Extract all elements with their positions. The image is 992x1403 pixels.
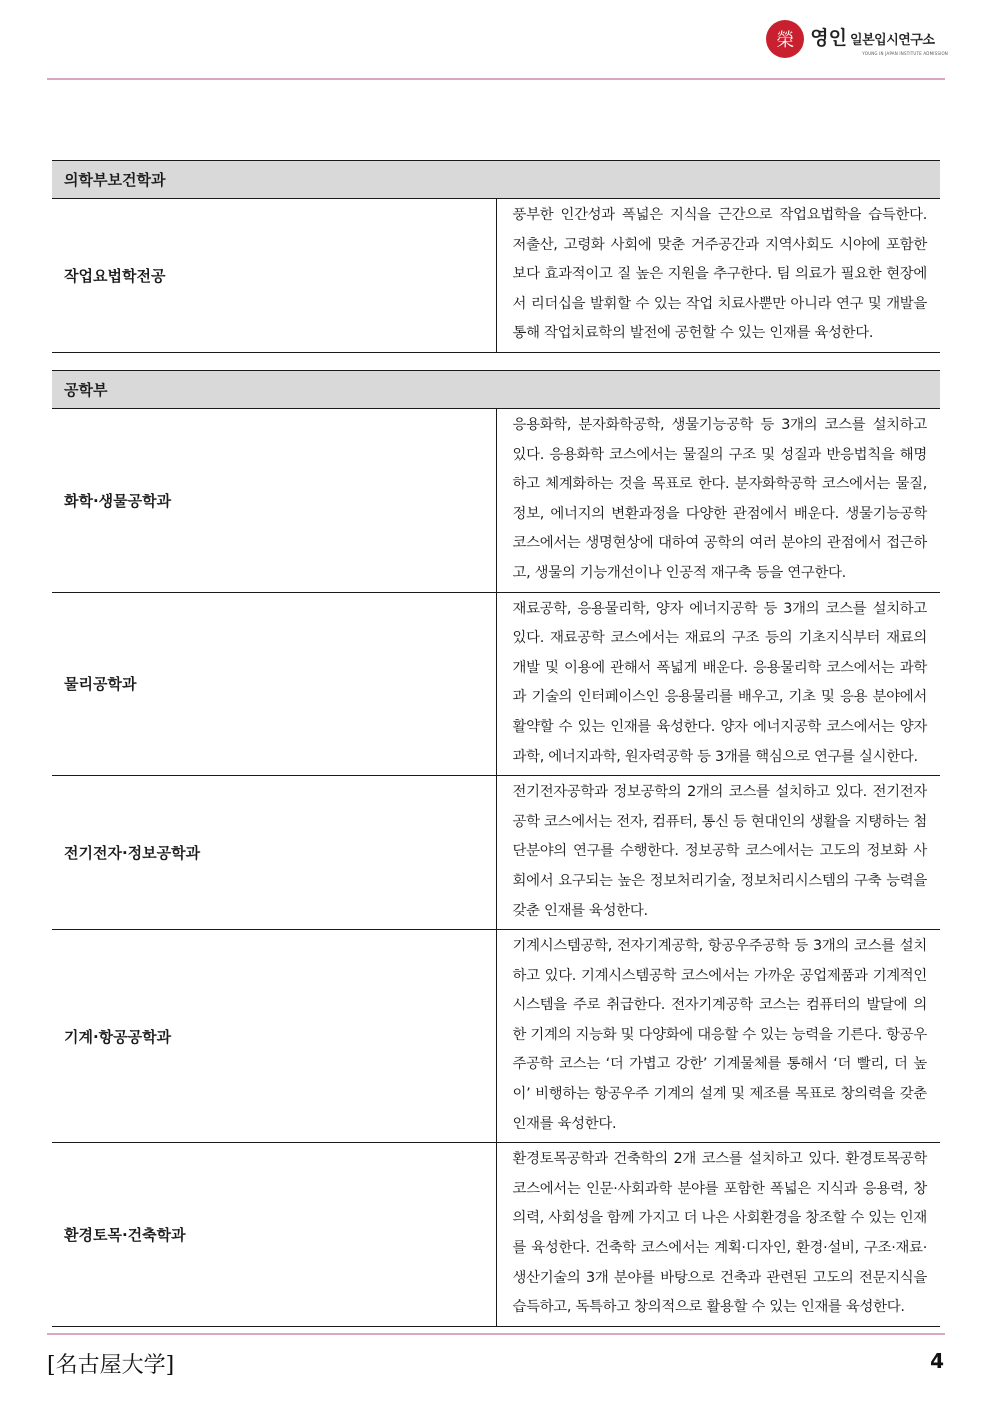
institute-logo xyxy=(766,20,948,58)
logo-text xyxy=(810,23,948,56)
section-title: 공학부 xyxy=(52,371,940,409)
department-table-medicine xyxy=(52,160,940,353)
footer-divider xyxy=(47,1333,945,1335)
program-description: 기계시스템공학, 전자기계공학, 항공우주공학 등 3개의 코스를 설치하고 있다. 기계시스템공학 코스에서는 가까운 공업제품과 기계적인 시스템을 주로 취급한다. 전자기계공학 코스는 컴퓨터의 발달에 의한 기계의 지능화 및 다양화에 대응할 수 있는 능력을 기른다. 항공우주공학 코스는 ‘더 가볍고 강한’ 기계물체를 통해서 ‘더 빨리, 더 높이’ 비행하는 항공우주 기계의 설계 및 제조를 목표로 창의력을 갖춘 인재를 육성한다. xyxy=(496,930,940,1143)
logo-mark-icon: 榮 xyxy=(766,20,804,58)
program-name: 물리공학과 xyxy=(52,592,496,776)
program-description: 풍부한 인간성과 폭넓은 지식을 근간으로 작업요법학을 습득한다. 저출산, 고령화 사회에 맞춘 거주공간과 지역사회도 시야에 포함한 보다 효과적이고 질 높은 지원을 추구한다. 팀 의료가 필요한 현장에서 리더십을 발휘할 수 있는 작업 치료사뿐만 아니라 연구 및 개발을 통해 작업치료학의 발전에 공헌할 수 있는 인재를 육성한다. xyxy=(496,199,940,353)
table-row xyxy=(52,409,940,593)
table-row xyxy=(52,1143,940,1327)
university-name: [名古屋大学] xyxy=(47,1353,175,1378)
department-table-engineering xyxy=(52,370,940,1327)
table-row xyxy=(52,930,940,1143)
program-description: 환경토목공학과 건축학의 2개 코스를 설치하고 있다. 환경토목공학 코스에서는 인문·사회과학 분야를 포함한 폭넓은 지식과 응용력, 창의력, 사회성을 함께 가지고 더 나은 사회환경을 창조할 수 있는 인재를 육성한다. 건축학 코스에서는 계획·디자인, 환경·설비, 구조·재료·생산기술의 3개 분야를 바탕으로 건축과 관련된 고도의 전문지식을 습득하고, 독특하고 창의적으로 활용할 수 있는 인재를 육성한다. xyxy=(496,1143,940,1327)
program-name: 작업요법학전공 xyxy=(52,199,496,353)
program-description: 전기전자공학과 정보공학의 2개의 코스를 설치하고 있다. 전기전자공학 코스에서는 전자, 컴퓨터, 통신 등 현대인의 생활을 지탱하는 첨단분야의 연구를 수행한다. 정보공학 코스에서는 고도의 정보화 사회에서 요구되는 높은 정보처리기술, 정보처리시스템의 구축 능력을 갖춘 인재를 육성한다. xyxy=(496,776,940,930)
logo-english: YOUNG IN JAPAN INSTITUTE ADMISSION xyxy=(862,50,948,56)
program-name: 환경토목·건축학과 xyxy=(52,1143,496,1327)
header-divider xyxy=(47,78,945,80)
program-description: 응용화학, 분자화학공학, 생물기능공학 등 3개의 코스를 설치하고 있다. 응용화학 코스에서는 물질의 구조 및 성질과 반응법칙을 해명하고 체계화하는 것을 목표로 한다. 분자화학공학 코스에서는 물질, 정보, 에너지의 변환과정을 다양한 관점에서 배운다. 생물기능공학 코스에서는 생명현상에 대하여 공학의 여러 분야의 관점에서 접근하고, 생물의 기능개선이나 인공적 재구축 등을 연구한다. xyxy=(496,409,940,593)
section-title: 의학부보건학과 xyxy=(52,161,940,199)
program-name: 기계·항공공학과 xyxy=(52,930,496,1143)
page-header xyxy=(0,0,992,80)
program-description: 재료공학, 응용물리학, 양자 에너지공학 등 3개의 코스를 설치하고 있다. 재료공학 코스에서는 재료의 구조 등의 기초지식부터 재료의 개발 및 이용에 관해서 폭넓게 배운다. 응용물리학 코스에서는 과학과 기술의 인터페이스인 응용물리를 배우고, 기초 및 응용 분야에서 활약할 수 있는 인재를 육성한다. 양자 에너지공학 코스에서는 양자과학, 에너지과학, 원자력공학 등 3개를 핵심으로 연구를 실시한다. xyxy=(496,592,940,776)
logo-subtitle: 일본입시연구소 xyxy=(850,32,935,48)
program-name: 전기전자·정보공학과 xyxy=(52,776,496,930)
table-row xyxy=(52,776,940,930)
page-number: 4 xyxy=(930,1349,944,1373)
table-row xyxy=(52,592,940,776)
table-row xyxy=(52,199,940,353)
program-name: 화학·생물공학과 xyxy=(52,409,496,593)
logo-name: 영인 xyxy=(810,26,848,49)
